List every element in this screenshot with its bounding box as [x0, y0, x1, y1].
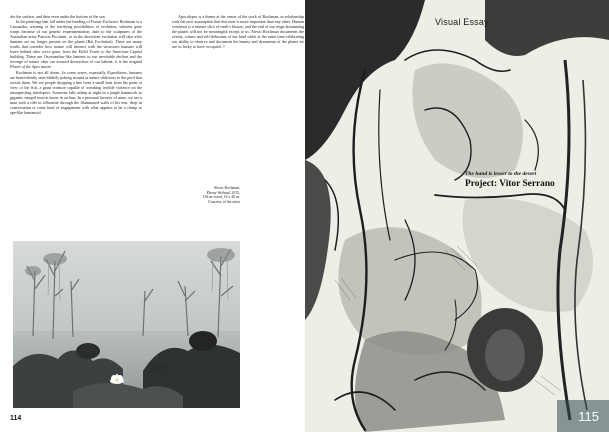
paragraph-2-end: movie. — [39, 64, 53, 70]
movie-title: Planet of the Apes — [10, 64, 40, 70]
project-tagline: The hand is lesser to the desert — [465, 171, 537, 177]
wetland-painting — [13, 241, 240, 408]
series-title-expeditions: Expeditions — [107, 69, 127, 75]
project-title: Project: Vitor Serrano — [465, 179, 555, 189]
right-page — [305, 0, 609, 432]
paragraph-1: der the surface, and then even under the bottom of the sea. — [10, 14, 106, 19]
caption-artist: Alexis Rochman, — [213, 186, 240, 190]
page-number-left: 114 — [10, 415, 22, 422]
paragraph-3-body: , humans are benevolently seen blithely poking around at nature oblivious to the peril that awaits them. We see people dropping a line from a small boat from the point of view of the fish, a giant creature capable of wreaking terrible violence on the unsuspecting interlopers. Someone falls asleep at night in a jungle hammock as gigantic winged insects hover in on him. In a personal favorite of mine, we see a man with a rifle in silhouette through the illuminated walls of his tent, deep in conversation or some kind of engagement with what appears to be a chimp or ape-like humanoid. — [10, 69, 142, 115]
paragraph-3 — [10, 70, 142, 115]
caption-title: Ebony Wetland, 2015, — [206, 190, 240, 195]
page-number-right: 115 — [578, 409, 599, 424]
paragraph-4: Apocalypse is a theme at the center of the work of Rochman, in relationship with the tacit assumption that this time is more important than any other. Human existence is a minute slice of earth's history, and the end of our reign dominating the planet will not be meaningful except to us. Alexis Rochman documents the events, crimes and self-delusions of our kind while at the same time celebrating our ability to observe and document the beauty and dynamism of the planet we are so lucky to have occupied. // — [172, 14, 304, 50]
text-column-1 — [10, 14, 142, 115]
paragraph-2-lead: In his paintings that fall under the heading of — [16, 19, 91, 25]
ink-drawing-artwork — [305, 0, 609, 432]
caption-credit: Courtesy of the artist — [208, 199, 240, 204]
section-kicker: Visual Essay — [435, 17, 489, 27]
image-caption — [180, 186, 240, 204]
paragraph-3-lead: Rochman is not all doom. In some series, especially — [16, 69, 108, 75]
text-column-2 — [172, 14, 304, 49]
series-title-future-exclusive: Future Exclusive — [90, 19, 119, 25]
paragraph-2 — [10, 19, 142, 69]
caption-medium: Oil on wood, 16 x 20 in. — [202, 195, 240, 200]
paragraph-2-body: Rochman is a Cassandra, warning of the terrifying possibilities of evolution, wherein gene warps because of our genetic experimentation, akin to the sculptures of the Australian artist Patricia Piccinini, or in the directions evolution will take after humans are no longer present on the planet (Rat Evolution). There are many works that consider how nature will interact with the structures humans will leave behind after we're gone, from the Eiffel Tower to the American Capitol building. These are Ozymandias-like laments to our inevitable decline and the revenge of nature after our assured destruction of our habitat; it is the original — [10, 19, 142, 65]
